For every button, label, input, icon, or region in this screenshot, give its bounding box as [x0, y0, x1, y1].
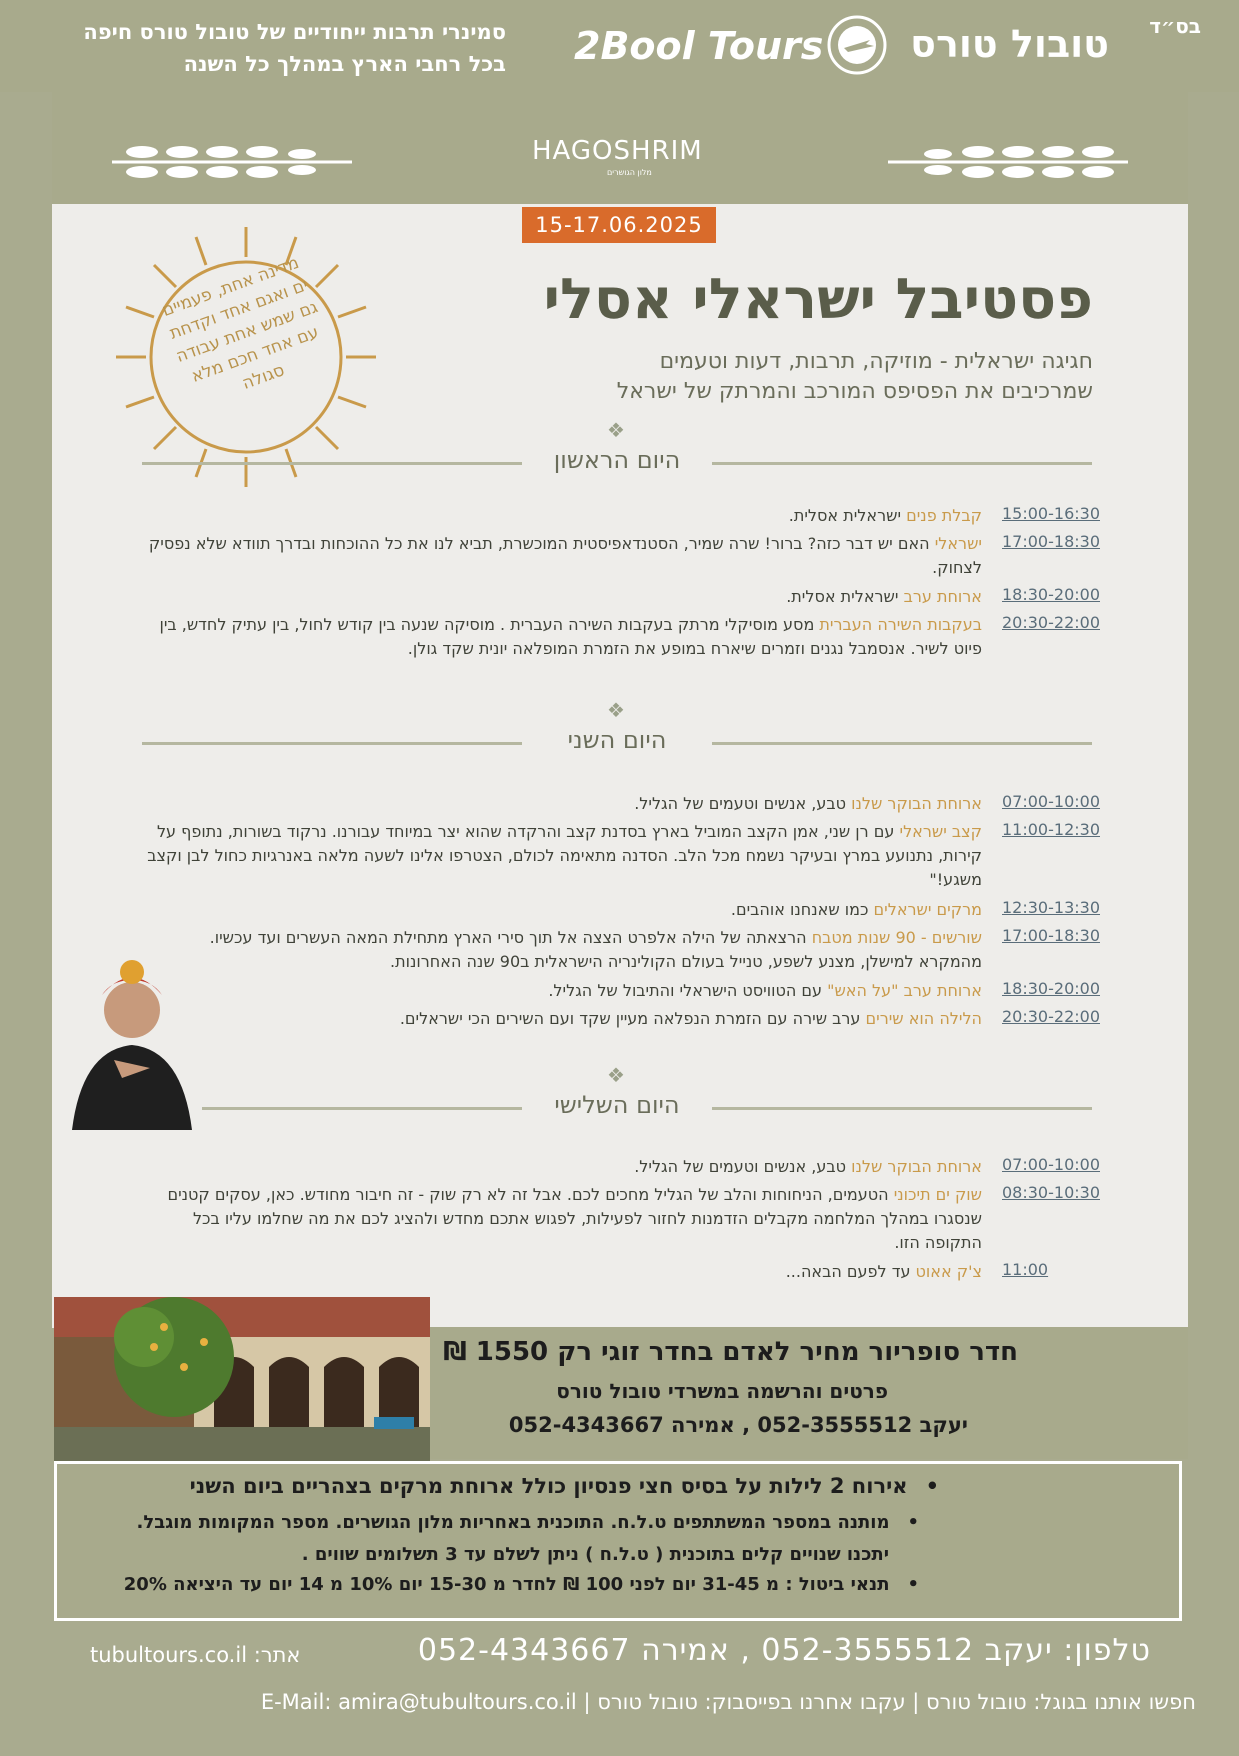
- schedule-text: האם יש דבר כזה? ברור! שרה שמיר, הסטנדאפיסטית המוכשרת, תביא לנו את כל ההוכחות ובדרך תוודא שלא נפסיק לצחוק.: [148, 534, 982, 577]
- schedule-highlight: ארוחת הבוקר שלנו: [851, 794, 982, 813]
- schedule-time: 08:30-10:30: [1002, 1183, 1100, 1202]
- contact-phones: יעקב 052-3555512 , אמירה 052-4343667: [508, 1413, 968, 1437]
- subtitle-line-2: שמרכיבים את הפסיפס המורכב והמרתק של ישראל: [616, 379, 1093, 404]
- terms-text: מותנה במספר המשתתפים ט.ל.ח. התוכנית באחריות מלון הגושרים. מספר המקומות מוגבל.: [136, 1512, 890, 1533]
- festival-poster: [52, 92, 1188, 1328]
- schedule-desc: [142, 898, 982, 922]
- schedule-highlight: שורשים - 90 שנות מטבח: [811, 928, 982, 947]
- schedule-desc: [142, 585, 982, 609]
- registration-info: פרטים והרשמה במשרדי טובול טורס: [556, 1379, 888, 1403]
- schedule-text: הטעמים, הניחוחות והלב של הגליל מחכים לכם. אבל זה לא רק שוק - זה חיבור מחודש. כאן, עסקים קטנים שנסגרו במהלך המלחמה מקבלים הזדמנות לחזור לפעילות, לפגוש אתכם מחדש ולהציג לכם את מה שחלמו עליו בכל התקופה הזו.: [167, 1185, 982, 1252]
- schedule-highlight: ישראלי: [934, 534, 982, 553]
- schedule-highlight: ארוחת ערב: [903, 587, 982, 606]
- schedule-time: 11:00: [1002, 1260, 1049, 1279]
- performer-photo: [62, 950, 202, 1130]
- ornament-icon: ❖: [607, 698, 625, 722]
- hotel-logo-sub: מלון הגושרים: [607, 168, 652, 177]
- schedule-text: מסע מוסיקלי מרתק בעקבות השירה העברית . מוסיקה שנעה בין קודש לחול, בין עתיק לחדש, בין פיוט לשיר. אנסמבל נגנים וזמרים שיארח במופע את הזמרת המופלאה יונית שקד גולן.: [159, 615, 982, 658]
- schedule-desc: [142, 926, 982, 974]
- schedule-desc: [142, 1260, 982, 1284]
- schedule-desc: [142, 979, 982, 1003]
- divider-line: [142, 742, 522, 745]
- laurel-left-icon: [102, 140, 362, 184]
- brand-name-english: 2Bool Tours: [574, 24, 824, 68]
- schedule-text: הרצאתה של הילה אלפרט הצצה אל תוך סירי הארץ מתחילת המאה העשרים ועד עכשיו. מהמקרא למישלן, מצנע לשפע, טנייל בעולם הקולינריה הישראלית ב90 שנה האחרונות.: [209, 928, 982, 971]
- schedule-highlight: ארוחת הבוקר שלנו: [851, 1157, 982, 1176]
- hotel-logo: HAGOSHRIM: [532, 136, 703, 166]
- schedule-highlight: מרקים ישראלים: [873, 900, 982, 919]
- bsd-mark: בס״ד: [1149, 14, 1201, 38]
- sun-poem: מדינה אחת, פעמיים ים ואגם אחד וקדחת גם שמש אחת עבודה עם אחד חכם מלא סגולה: [159, 252, 322, 394]
- bullet-icon: •: [907, 1512, 919, 1533]
- day-label: היום הראשון: [553, 446, 681, 474]
- day-1-header: [142, 418, 1092, 482]
- day-label: היום השלישי: [554, 1091, 680, 1119]
- schedule-highlight: קצב ישראלי: [899, 822, 982, 841]
- price-box: [430, 1327, 1188, 1459]
- top-banner: [0, 0, 1239, 92]
- terms-line-1: [190, 1474, 939, 1498]
- festival-subtitle: [617, 347, 1093, 407]
- terms-line-4: [124, 1574, 919, 1595]
- schedule-highlight: ארוחת ערב "על האש": [827, 981, 982, 1000]
- terms-box: [54, 1461, 1182, 1621]
- terms-line-3: [302, 1544, 889, 1565]
- bullet-icon: •: [907, 1574, 919, 1595]
- schedule-text: ישראלית אסלית.: [788, 506, 907, 525]
- schedule-text: כמו שאנחנו אוהבים.: [730, 900, 874, 919]
- brand-name-hebrew: טובול טורס: [910, 22, 1109, 66]
- schedule-time: 20:30-22:00: [1002, 1007, 1100, 1026]
- schedule-highlight: שוק ים תיכוני: [893, 1185, 982, 1204]
- schedule-highlight: צ'ק אאוט: [915, 1262, 982, 1281]
- schedule-time: 17:00-18:30: [1002, 532, 1100, 551]
- schedule-desc: [142, 532, 982, 580]
- day-2-header: [142, 698, 1092, 762]
- seminars-line-2: בכל רחבי הארץ במהלך כל השנה: [183, 52, 506, 76]
- divider-line: [712, 742, 1092, 745]
- schedule-desc: [142, 820, 982, 892]
- footer-social: חפשו אותנו בגוגל: טובול טורס | עקבו אחרנו בפייסבוק: טובול טורס | E-Mail: amira@tubultours.co.il: [260, 1690, 1196, 1714]
- schedule-time: 15:00-16:30: [1002, 504, 1100, 523]
- terms-text: יתכנו שנויים קלים בתוכנית ( ט.ל.ח ) ניתן לשלם עד 3 תשלומים שווים .: [301, 1544, 889, 1565]
- schedule-text: ערב שירה עם הזמרת הנפלאה מעיין שקד ועם השירים הכי ישראלים.: [399, 1009, 866, 1028]
- day-label: היום השני: [567, 726, 667, 754]
- schedule-desc: [142, 1155, 982, 1179]
- schedule-text: עד לפעם הבאה...: [785, 1262, 916, 1281]
- divider-line: [712, 462, 1092, 465]
- schedule-time: 18:30-20:00: [1002, 979, 1100, 998]
- schedule-highlight: בעקבות השירה העברית: [819, 615, 982, 634]
- terms-text: תנאי ביטול : מ 31-45 יום לפני 100 ₪ לחדר מ 15-30 יום 10% מ 14 יום עד היציאה 20%: [123, 1574, 890, 1595]
- seminars-line-1: סמינרי תרבות ייחודיים של טובול טורס חיפה: [83, 20, 506, 44]
- ornament-icon: ❖: [607, 1063, 625, 1087]
- festival-title: פסטיבל ישראלי אסלי: [543, 267, 1093, 332]
- terms-text: אירוח 2 לילות על בסיס חצי פנסיון כולל ארוחת מרקים בצהריים ביום השני: [189, 1474, 908, 1498]
- company-logo-icon: [826, 14, 888, 76]
- schedule-desc: [142, 1183, 982, 1255]
- poster-header: [52, 92, 1188, 204]
- day-3-header: [142, 1063, 1092, 1127]
- schedule-desc: [142, 1007, 982, 1031]
- footer-phone: טלפון: יעקב 052-3555512 , אמירה 052-4343667: [417, 1633, 1151, 1668]
- hotel-courtyard-photo: [54, 1297, 430, 1461]
- schedule-time: 07:00-10:00: [1002, 1155, 1100, 1174]
- schedule-text: עם רן שני, אמן הקצב המוביל בארץ בסדנת קצב והרקדה שהוא יצר במיוחד עבורנו. נרקוד בשורות, נתופף על קירות, נתנועע במרץ ובעיקר נשמח מכל הלב. הסדנה מתאימה לכולם, הצטרפו אלינו לשעה מלאה באנרגיות כחול לבן וקצב משגע!": [147, 822, 982, 889]
- divider-line: [142, 462, 522, 465]
- divider-line: [712, 1107, 1092, 1110]
- schedule-time: 18:30-20:00: [1002, 585, 1100, 604]
- footer-website[interactable]: אתר: tubultours.co.il: [90, 1643, 301, 1667]
- schedule-text: טבע, אנשים וטעמים של הגליל.: [634, 1157, 852, 1176]
- schedule-highlight: קבלת פנים: [906, 506, 982, 525]
- schedule-text: טבע, אנשים וטעמים של הגליל.: [634, 794, 852, 813]
- schedule-time: 20:30-22:00: [1002, 613, 1100, 632]
- schedule-time: 12:30-13:30: [1002, 898, 1100, 917]
- price-headline: חדר סופריור מחיר לאדם בחדר זוגי רק 1550 ₪: [443, 1337, 1018, 1367]
- schedule-highlight: הלילה הוא שירים: [865, 1009, 982, 1028]
- schedule-time: 17:00-18:30: [1002, 926, 1100, 945]
- terms-line-2: [137, 1512, 920, 1533]
- schedule-time: 11:00-12:30: [1002, 820, 1100, 839]
- schedule-desc: [142, 792, 982, 816]
- subtitle-line-1: חגיגה ישראלית - מוזיקה, תרבות, דעות וטעמים: [659, 349, 1093, 374]
- schedule-desc: [142, 613, 982, 661]
- schedule-text: ישראלית אסלית.: [786, 587, 904, 606]
- schedule-text: עם הטוויסט הישראלי והתיבול של הגליל.: [548, 981, 828, 1000]
- schedule-desc: [142, 504, 982, 528]
- seminars-tagline: [36, 16, 506, 80]
- ornament-icon: ❖: [607, 418, 625, 442]
- festival-dates: 15-17.06.2025: [522, 207, 716, 243]
- schedule-time: 07:00-10:00: [1002, 792, 1100, 811]
- bullet-icon: •: [925, 1474, 939, 1498]
- laurel-right-icon: [878, 140, 1138, 184]
